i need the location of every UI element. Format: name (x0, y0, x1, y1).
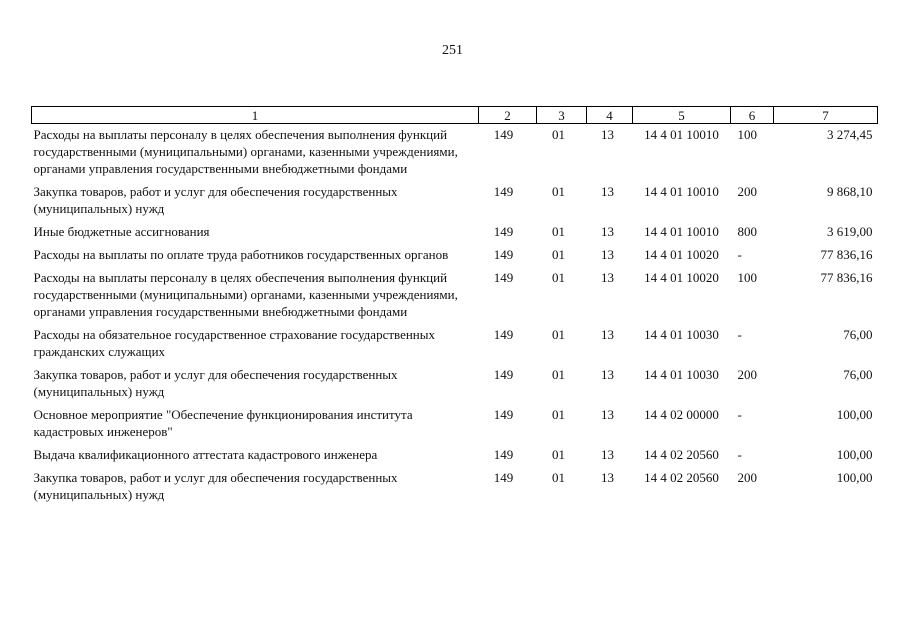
table-row (32, 405, 878, 445)
target-article-code: 14 4 02 20560 (644, 470, 719, 485)
page-number: 251 (442, 43, 463, 58)
target-article-code: 14 4 01 10030 (644, 327, 719, 342)
ministry-code: 149 (493, 184, 514, 199)
ministry-code: 149 (493, 367, 514, 382)
amount: 76,00 (843, 367, 873, 382)
expense-type-code: 100 (737, 127, 757, 142)
amount: 100,00 (836, 470, 873, 485)
subsection-code: 13 (601, 470, 614, 485)
expense-name: Основное мероприятие "Обеспечение функционирования института кадастровых инженеров" (33, 407, 413, 439)
table-row (32, 268, 878, 325)
header-col-6: 6 (731, 107, 774, 124)
header-col-4: 4 (587, 107, 633, 124)
header-col-1: 1 (32, 107, 479, 124)
subsection-code: 13 (601, 127, 614, 142)
table-row (32, 325, 878, 365)
expense-name: Закупка товаров, работ и услуг для обеспечения государственных (муниципальных) нужд (33, 470, 398, 502)
header-row (32, 107, 878, 124)
table-row (32, 245, 878, 268)
ministry-code: 149 (493, 447, 514, 462)
expense-name: Расходы на выплаты по оплате труда работников государственных органов (33, 247, 449, 262)
subsection-code: 13 (601, 447, 614, 462)
section-code: 01 (552, 270, 565, 285)
section-code: 01 (552, 224, 565, 239)
budget-table (31, 106, 878, 508)
ministry-code: 149 (493, 470, 514, 485)
expense-name: Расходы на выплаты персоналу в целях обеспечения выполнения функций государственными (муниципальными) органами, казенными учреждениями, органами управления государственными внебюджетными фондами (33, 270, 458, 319)
section-code: 01 (552, 447, 565, 462)
expense-type-code: - (737, 447, 742, 462)
target-article-code: 14 4 01 10020 (644, 270, 719, 285)
table-row (32, 222, 878, 245)
subsection-code: 13 (601, 224, 614, 239)
expense-name: Закупка товаров, работ и услуг для обеспечения государственных (муниципальных) нужд (33, 184, 398, 216)
expense-type-code: 200 (737, 367, 757, 382)
table-row (32, 468, 878, 508)
table-row (32, 124, 878, 183)
subsection-code: 13 (601, 367, 614, 382)
expense-type-code: - (737, 407, 742, 422)
amount: 100,00 (836, 447, 873, 462)
amount: 3 619,00 (827, 224, 873, 239)
amount: 77 836,16 (820, 247, 873, 262)
subsection-code: 13 (601, 270, 614, 285)
amount: 100,00 (836, 407, 873, 422)
ministry-code: 149 (493, 270, 514, 285)
amount: 77 836,16 (820, 270, 873, 285)
table-row (32, 365, 878, 405)
subsection-code: 13 (601, 407, 614, 422)
header-col-7: 7 (774, 107, 878, 124)
subsection-code: 13 (601, 327, 614, 342)
expense-name: Закупка товаров, работ и услуг для обеспечения государственных (муниципальных) нужд (33, 367, 398, 399)
ministry-code: 149 (493, 224, 514, 239)
subsection-code: 13 (601, 247, 614, 262)
section-code: 01 (552, 470, 565, 485)
expense-name: Расходы на обязательное государственное страхование государственных гражданских служащих (33, 327, 436, 359)
ministry-code: 149 (493, 327, 514, 342)
header-col-5: 5 (633, 107, 731, 124)
amount: 3 274,45 (827, 127, 873, 142)
expense-type-code: 800 (737, 224, 757, 239)
section-code: 01 (552, 127, 565, 142)
expense-name: Выдача квалификационного аттестата кадастрового инженера (33, 447, 378, 462)
section-code: 01 (552, 327, 565, 342)
amount: 76,00 (843, 327, 873, 342)
target-article-code: 14 4 01 10020 (644, 247, 719, 262)
amount: 9 868,10 (827, 184, 873, 199)
target-article-code: 14 4 02 00000 (644, 407, 719, 422)
table-row (32, 445, 878, 468)
target-article-code: 14 4 01 10010 (644, 224, 719, 239)
expense-type-code: 100 (737, 270, 757, 285)
ministry-code: 149 (493, 127, 514, 142)
expense-type-code: - (737, 327, 742, 342)
section-code: 01 (552, 407, 565, 422)
section-code: 01 (552, 184, 565, 199)
header-col-3: 3 (537, 107, 587, 124)
target-article-code: 14 4 02 20560 (644, 447, 719, 462)
ministry-code: 149 (493, 407, 514, 422)
target-article-code: 14 4 01 10010 (644, 127, 719, 142)
target-article-code: 14 4 01 10030 (644, 367, 719, 382)
expense-type-code: 200 (737, 470, 757, 485)
expense-type-code: 200 (737, 184, 757, 199)
expense-name: Расходы на выплаты персоналу в целях обеспечения выполнения функций государственными (муниципальными) органами, казенными учреждениями, органами управления государственными внебюджетными фондами (33, 127, 458, 176)
expense-name: Иные бюджетные ассигнования (33, 224, 210, 239)
subsection-code: 13 (601, 184, 614, 199)
section-code: 01 (552, 247, 565, 262)
expense-type-code: - (737, 247, 742, 262)
ministry-code: 149 (493, 247, 514, 262)
section-code: 01 (552, 367, 565, 382)
table-row (32, 182, 878, 222)
target-article-code: 14 4 01 10010 (644, 184, 719, 199)
header-col-2: 2 (479, 107, 537, 124)
